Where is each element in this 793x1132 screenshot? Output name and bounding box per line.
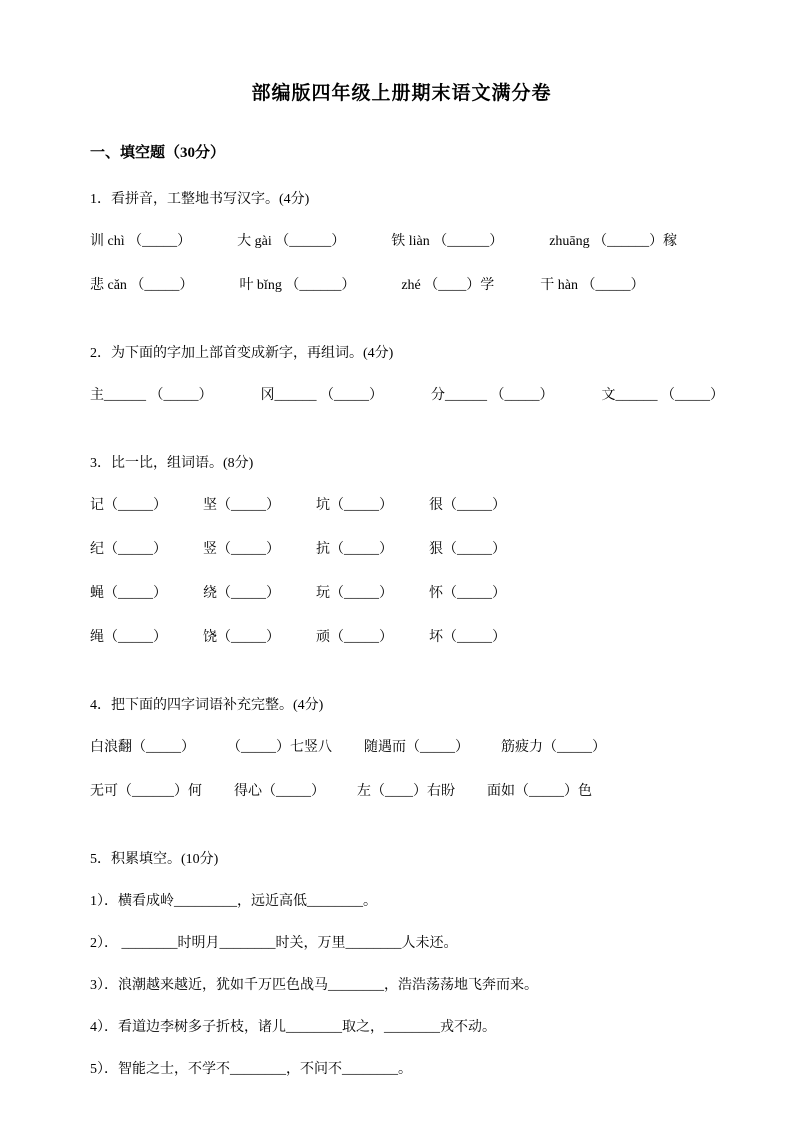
fill-blank-sentence: 1）．横看成岭_________，远近高低________。 [90,894,377,909]
answer-row [90,892,713,912]
question-2-prompt: 2．为下面的字加上部首变成新字，再组词。(4分) [90,346,394,361]
question-5-prompt: 5．积累填空。(10分) [90,852,219,867]
answer-row [90,1018,713,1038]
fill-blank-item: zhuāng （______）稼 [549,234,678,249]
fill-blank-item: 蝇（_____） [90,586,167,601]
fill-blank-item: 坏（_____） [429,630,506,645]
fill-blank-item: 饶（_____） [203,630,280,645]
fill-blank-item: 绕（_____） [203,586,280,601]
question-4-prompt: 4．把下面的四字词语补充完整。(4分) [90,698,324,713]
fill-blank-item: 白浪翻（_____） [90,740,195,755]
fill-blank-item: （_____）七竖八 [227,740,332,755]
fill-blank-item: 叶 bǐng （______） [239,278,356,293]
fill-blank-item: 竖（_____） [203,542,280,557]
fill-blank-item: 分______ （_____） [431,388,554,403]
question-1 [90,190,713,296]
fill-blank-item: 冈______ （_____） [260,388,383,403]
fill-blank-item: 干 hàn （_____） [540,278,645,293]
question-2 [90,344,724,406]
fill-blank-item: 悲 cǎn （_____） [90,278,194,293]
fill-blank-item: 纪（_____） [90,542,167,557]
fill-blank-sentence: 2）． ________时明月________时关，万里________人未还。 [90,936,458,951]
question-1-prompt: 1．看拼音，工整地书写汉字。(4分) [90,192,310,207]
fill-blank-item: 得心（_____） [234,784,325,799]
answer-row [90,232,713,252]
fill-blank-sentence: 5）．智能之士，不学不________，不问不________。 [90,1062,412,1077]
question-3 [90,454,713,648]
page-title: 部编版四年级上册期末语文满分卷 [251,83,552,104]
answer-row [90,540,713,560]
fill-blank-item: 顽（_____） [316,630,393,645]
question-4 [90,696,713,802]
fill-blank-item: 玩（_____） [316,586,393,601]
answer-row [90,934,713,954]
fill-blank-item: 铁 liàn （______） [391,234,504,249]
answer-row [90,628,713,648]
answer-row [90,782,713,802]
answer-row [90,276,713,296]
question-5 [90,850,713,1080]
fill-blank-sentence: 3）．浪潮越来越近，犹如千万匹色战马________，浩浩荡荡地飞奔而来。 [90,978,538,993]
answer-row [90,496,713,516]
answer-row [90,386,724,406]
answer-row [90,976,713,996]
fill-blank-item: 怀（_____） [429,586,506,601]
fill-blank-item: 坑（_____） [316,498,393,513]
fill-blank-item: 绳（_____） [90,630,167,645]
answer-row [90,584,713,604]
fill-blank-item: 训 chì （_____） [90,234,192,249]
fill-blank-item: 记（_____） [90,498,167,513]
fill-blank-item: 文______ （_____） [601,388,724,403]
fill-blank-item: 面如（_____）色 [487,784,592,799]
fill-blank-item: 主______ （_____） [90,388,213,403]
section-heading: 一、填空题（30分） [90,145,226,161]
fill-blank-item: 狠（_____） [429,542,506,557]
fill-blank-item: 很（_____） [429,498,506,513]
question-3-prompt: 3．比一比，组词语。(8分) [90,456,254,471]
fill-blank-item: 大 gài （______） [237,234,346,249]
fill-blank-item: 无可（______）何 [90,784,202,799]
fill-blank-item: 抗（_____） [316,542,393,557]
fill-blank-item: 随遇而（_____） [364,740,469,755]
answer-row [90,738,713,758]
answer-row [90,1060,713,1080]
fill-blank-item: 左（____）右盼 [357,784,455,799]
fill-blank-item: 筋疲力（_____） [501,740,606,755]
fill-blank-item: 坚（_____） [203,498,280,513]
fill-blank-item: zhé （____）学 [401,278,495,293]
fill-blank-sentence: 4）．看道边李树多子折枝，诸儿________取之，________戎不动。 [90,1020,496,1035]
